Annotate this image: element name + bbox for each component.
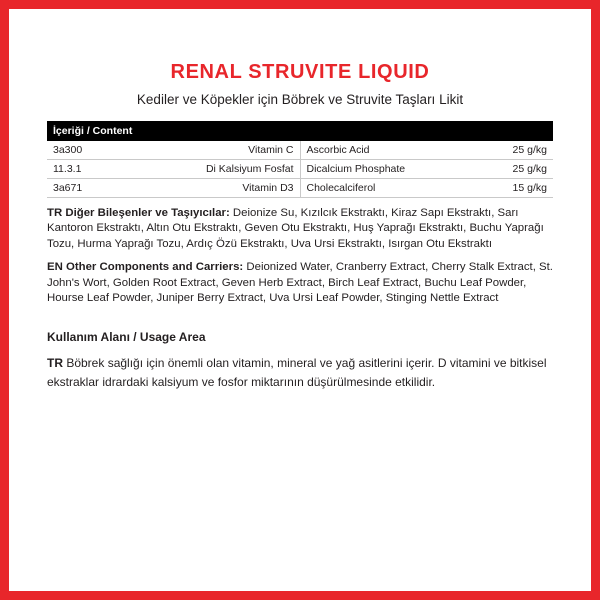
page-title: RENAL STRUVITE LIQUID (170, 61, 430, 83)
label-content (9, 9, 591, 591)
row-amount: 15 g/kg (427, 179, 554, 198)
content-table (47, 121, 553, 198)
table-row (47, 179, 553, 198)
components-en-label: EN Other Components and Carriers: (47, 261, 244, 274)
row-en-name: Cholecalciferol (300, 179, 427, 198)
content-table-title: İçeriği / Content (47, 121, 553, 141)
table-row (47, 141, 553, 160)
components-en-paragraph (47, 260, 553, 306)
row-code: 11.3.1 (47, 160, 174, 179)
usage-paragraph (47, 354, 553, 391)
row-tr-name: Vitamin D3 (174, 179, 301, 198)
content-table-body (47, 141, 553, 198)
usage-tr-label: TR (47, 356, 63, 371)
row-tr-name: Di Kalsiyum Fosfat (174, 160, 301, 179)
components-tr-paragraph (47, 206, 553, 252)
row-en-name: Ascorbic Acid (300, 141, 427, 160)
row-amount: 25 g/kg (427, 141, 554, 160)
table-row (47, 160, 553, 179)
table-header-row (47, 121, 553, 141)
page-subtitle: Kediler ve Köpekler için Böbrek ve Struvite Taşları Likit (136, 92, 464, 107)
components-tr-text: Deionize Su, Kızılcık Ekstraktı, Kiraz Sapı Ekstraktı, Sarı Kantoron Ekstraktı, Altın Otu Ekstraktı, Geven Otu Ekstraktı, Huş Yaprağı Ekstraktı, Buchu Yaprağı Tozu, Hurma Yaprağı Tozu, Ardıç Özü Ekstraktı, Uva Ursi Ekstraktı, Isırgan Otu Ekstraktı (47, 207, 544, 250)
row-tr-name: Vitamin C (174, 141, 301, 160)
row-amount: 25 g/kg (427, 160, 554, 179)
usage-tr-text: Böbrek sağlığı için önemli olan vitamin, mineral ve yağ asitlerini içerir. D vitamini ve bitkisel ekstraklar idrardaki kalsiyum ve fosfor miktarının düşürülmesinde etkilidir. (47, 356, 547, 389)
components-en-text: Deionized Water, Cranberry Extract, Cherry Stalk Extract, St. John's Wort, Golden Root Extract, Geven Herb Extract, Birch Leaf Extract, Buchu Leaf Powder, Hourse Leaf Powder, Juniper Berry Extract, Uva Ursi Leaf Powder, Stinging Nettle Extract (47, 261, 553, 304)
components-tr-label: TR Diğer Bileşenler ve Taşıyıcılar: (47, 207, 230, 219)
row-code: 3a671 (47, 179, 174, 198)
row-code: 3a300 (47, 141, 174, 160)
content-table-head (47, 121, 553, 141)
usage-area-heading: Kullanım Alanı / Usage Area (47, 330, 206, 345)
row-en-name: Dicalcium Phosphate (300, 160, 427, 179)
